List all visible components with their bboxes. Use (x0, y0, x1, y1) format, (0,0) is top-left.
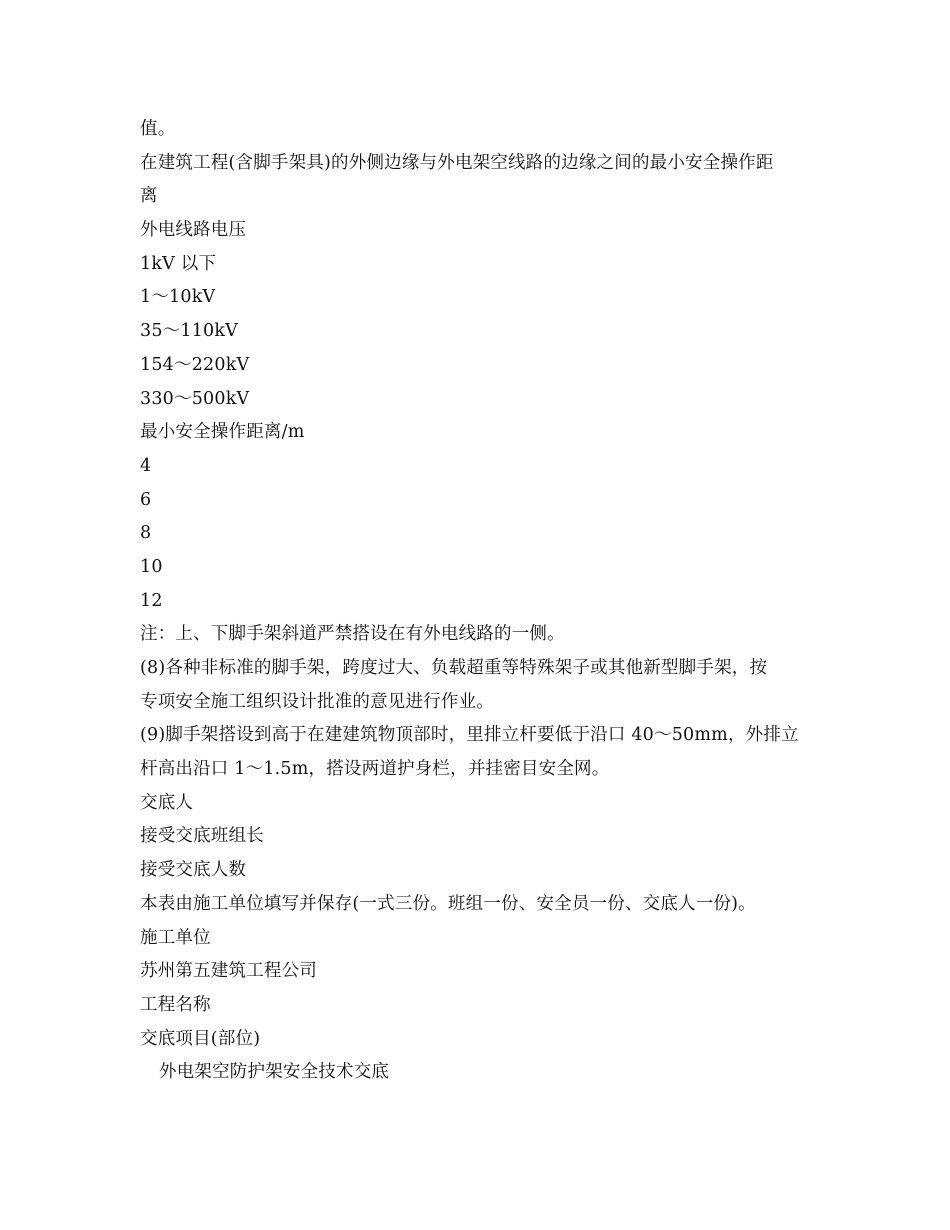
table-voltage-value: 154～220kV (140, 354, 250, 375)
form-label-project-name: 工程名称 (140, 994, 211, 1015)
form-value-construction-unit: 苏州第五建筑工程公司 (140, 961, 317, 982)
form-label-briefing-item: 交底项目(部位) (140, 1028, 261, 1049)
form-label-team-leader: 接受交底班组长 (140, 826, 264, 847)
form-value-briefing-item: 外电架空防护架安全技术交底 (159, 1062, 390, 1083)
table-distance-value: 6 (140, 489, 152, 510)
table-distance-value: 8 (140, 523, 152, 544)
paragraph-9-line: (9)脚手架搭设到高于在建建筑物顶部时，里排立杆要低于沿口 40～50mm，外排立 (140, 725, 799, 746)
table-voltage-value: 1～10kV (140, 287, 216, 308)
table-label-distance: 最小安全操作距离/m (140, 422, 305, 443)
text-line-distance-heading-end: 离 (140, 186, 158, 207)
table-voltage-value: 35～110kV (140, 321, 239, 342)
table-voltage-value: 330～500kV (140, 388, 250, 409)
document-body (140, 113, 820, 1090)
table-distance-value: 12 (140, 590, 163, 611)
table-voltage-value: 1kV 以下 (140, 253, 217, 274)
form-label-recipient-count: 接受交底人数 (140, 860, 247, 881)
text-line-distance-heading: 在建筑工程(含脚手架具)的外侧边缘与外电架空线路的边缘之间的最小安全操作距 (140, 152, 774, 173)
paragraph-8-line: 专项安全施工组织设计批准的意见进行作业。 (140, 691, 494, 712)
form-label-construction-unit: 施工单位 (140, 927, 211, 948)
form-label-briefer: 交底人 (140, 792, 194, 813)
paragraph-9-line: 杆高出沿口 1～1.5m，搭设两道护身栏，并挂密目安全网。 (140, 759, 610, 780)
note-line: 注：上、下脚手架斜道严禁搭设在有外电线路的一侧。 (140, 624, 565, 645)
table-label-voltage: 外电线路电压 (140, 220, 247, 241)
text-line-continuation: 值。 (140, 119, 176, 139)
table-distance-value: 10 (140, 556, 163, 577)
form-footnote: 本表由施工单位填写并保存(一式三份。班组一份、安全员一份、交底人一份)。 (140, 893, 756, 914)
paragraph-8-line: (8)各种非标准的脚手架，跨度过大、负载超重等特殊架子或其他新型脚手架，按 (140, 658, 768, 678)
table-distance-value: 4 (140, 455, 152, 476)
